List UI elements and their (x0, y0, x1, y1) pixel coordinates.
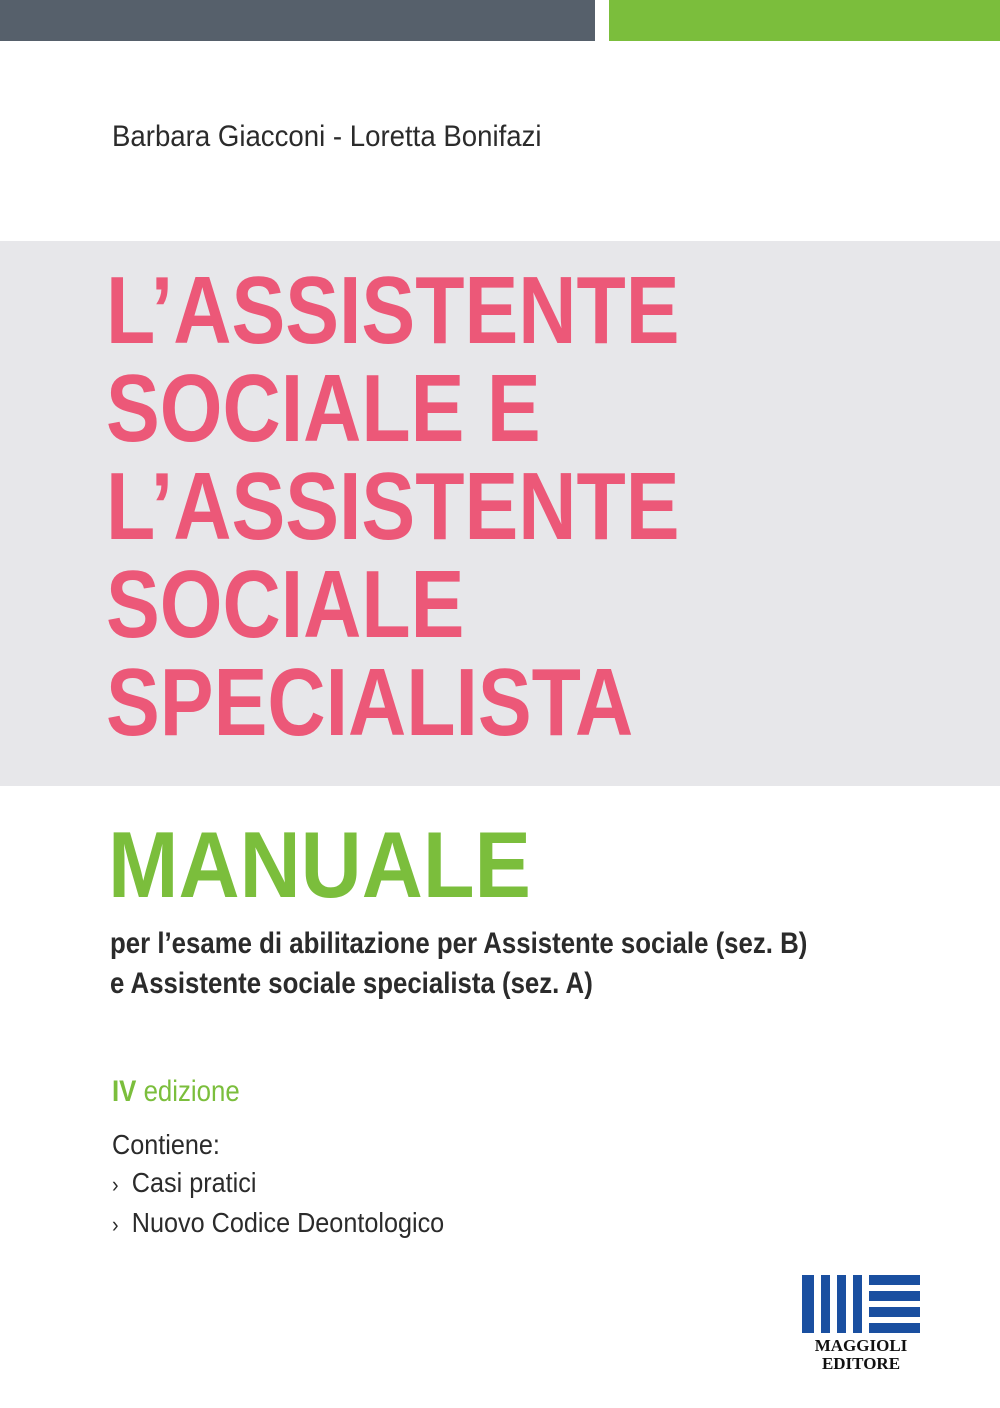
title-line: L’ASSISTENTE (106, 257, 680, 364)
publisher-line: EDITORE (821, 1354, 901, 1373)
edition (112, 1075, 240, 1109)
title-line: SPECIALISTA (106, 649, 634, 756)
edition-number: IV (112, 1075, 137, 1108)
book-title (106, 257, 680, 756)
contents-list (112, 1126, 444, 1244)
edition-label: edizione (143, 1075, 240, 1108)
subtitle-line: e Assistente sociale specialista (sez. A) (110, 967, 593, 1000)
list-item-label: Nuovo Codice Deontologico (131, 1207, 445, 1238)
title-line: SOCIALE E (106, 355, 541, 462)
manuale-heading: MANUALE (108, 812, 531, 917)
subtitle-line: per l’esame di abilitazione per Assistente sociale (sez. B) (110, 927, 808, 960)
title-line: SOCIALE (106, 551, 465, 658)
chevron-right-icon: › (112, 1212, 119, 1237)
authors: Barbara Giacconi - Loretta Bonifazi (112, 120, 542, 153)
chevron-right-icon: › (112, 1172, 119, 1197)
maggioli-logo-icon (800, 1273, 922, 1335)
top-bar-dark (0, 0, 595, 41)
top-bar-green (609, 0, 1000, 41)
publisher-name (800, 1337, 922, 1373)
publisher-line: MAGGIOLI (814, 1336, 908, 1355)
list-item (112, 1204, 444, 1244)
list-item-label: Casi pratici (131, 1167, 257, 1198)
publisher-logo (800, 1273, 922, 1381)
title-line: L’ASSISTENTE (106, 453, 680, 560)
list-item (112, 1164, 444, 1204)
subtitle (110, 924, 807, 1004)
contents-heading: Contiene: (112, 1129, 220, 1160)
